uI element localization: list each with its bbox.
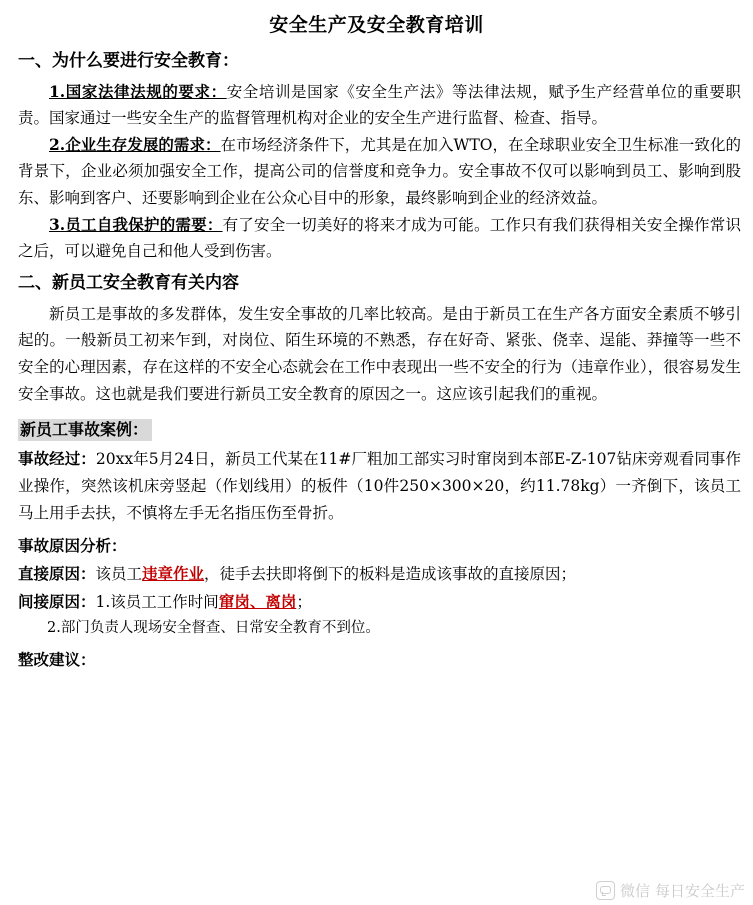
item-3-body: 有了安全一切美好的将来才成为可能。工作只有我们获得相关安全操作常识之后，可以避免自己和他人受到伤害。 bbox=[18, 215, 741, 261]
indirect-cause-line bbox=[18, 589, 741, 615]
case-process bbox=[18, 446, 741, 526]
direct-cause-lead: 直接原因： bbox=[18, 563, 96, 583]
case-suggestion-heading: 整改建议： bbox=[18, 650, 96, 670]
indirect-cause-item-1-suffix: ； bbox=[296, 593, 312, 612]
case-analysis-heading: 事故原因分析： bbox=[18, 536, 127, 556]
direct-cause-prefix: 该员工 bbox=[95, 564, 143, 583]
watermark-prefix: 微信 bbox=[619, 882, 650, 900]
section-1-item-2 bbox=[18, 132, 741, 212]
direct-cause-red: 违章作业 bbox=[142, 563, 205, 583]
indirect-cause-item-2: 2.部门负责人现场安全督查、日常安全教育不到位。 bbox=[47, 619, 380, 636]
document-page bbox=[0, 10, 753, 905]
case-process-body: 20xx年5月24日，新员工代某在11#厂粗加工部实习时窜岗到本部E-Z-107钻床旁观看同事作业操作，突然该机床旁竖起（作划线用）的板件（10件250×300×20，约11.78kg）一齐倒下，该员工马上用手去扶，不慎将左手无名指压伤至骨折。 bbox=[18, 450, 741, 522]
indirect-cause-item-1-prefix: 1.该员工工作时间 bbox=[95, 593, 219, 612]
section-1-item-3 bbox=[18, 212, 741, 265]
item-2-lead: 2.企业生存发展的需求： bbox=[49, 134, 221, 154]
direct-cause-line bbox=[18, 561, 741, 587]
section-1-item-1 bbox=[18, 79, 741, 132]
case-highlight-row bbox=[18, 417, 753, 440]
page-title: 安全生产及安全教育培训 bbox=[269, 14, 484, 36]
item-3-lead: 3.员工自我保护的需要： bbox=[49, 214, 223, 234]
item-1-body: 安全培训是国家《安全生产法》等法律法规，赋予生产经营单位的重要职责。国家通过一些安全生产的监督管理机构对企业的安全生产进行监督、检查、指导。 bbox=[18, 82, 741, 128]
indirect-cause-item-1-red: 窜岗、离岗 bbox=[218, 592, 297, 612]
case-process-lead: 事故经过： bbox=[18, 449, 96, 469]
watermark bbox=[596, 880, 745, 901]
section-heading-2: 二、新员工安全教育有关内容 bbox=[18, 273, 239, 294]
watermark-text: 每日安全生产 bbox=[654, 882, 745, 900]
case-highlight-label: 新员工事故案例： bbox=[18, 419, 152, 441]
item-2-body: 在市场经济条件下，尤其是在加入WTO，在全球职业安全卫生标准一致化的背景下，企业必须加强安全工作，提高公司的信誉度和竞争力。安全事故不仅可以影响到员工、影响到股东、影响到客户、还要影响到企业在公众心目中的形象，最终影响到企业的经济效益。 bbox=[18, 135, 741, 208]
section-2-paragraph: 新员工是事故的多发群体，发生安全事故的几率比较高。是由于新员工在生产各方面安全素质不够引起的。一般新员工初来乍到，对岗位、陌生环境的不熟悉，存在好奇、紧张、侥幸、逞能、莽撞等一些不安全的心理因素，存在这样的不安全心态就会在工作中表现出一些不安全的行为（违章作业），很容易发生安全事故。这也就是我们要进行新员工安全教育的原因之一。这应该引起我们的重视。 bbox=[18, 304, 741, 403]
wechat-icon bbox=[596, 881, 615, 900]
indirect-cause-lead: 间接原因： bbox=[18, 592, 96, 612]
section-heading-1: 一、为什么要进行安全教育： bbox=[18, 51, 239, 71]
direct-cause-suffix: ，徒手去扶即将倒下的板料是造成该事故的直接原因； bbox=[204, 564, 577, 583]
item-1-lead: 1.国家法律法规的要求： bbox=[49, 81, 227, 101]
